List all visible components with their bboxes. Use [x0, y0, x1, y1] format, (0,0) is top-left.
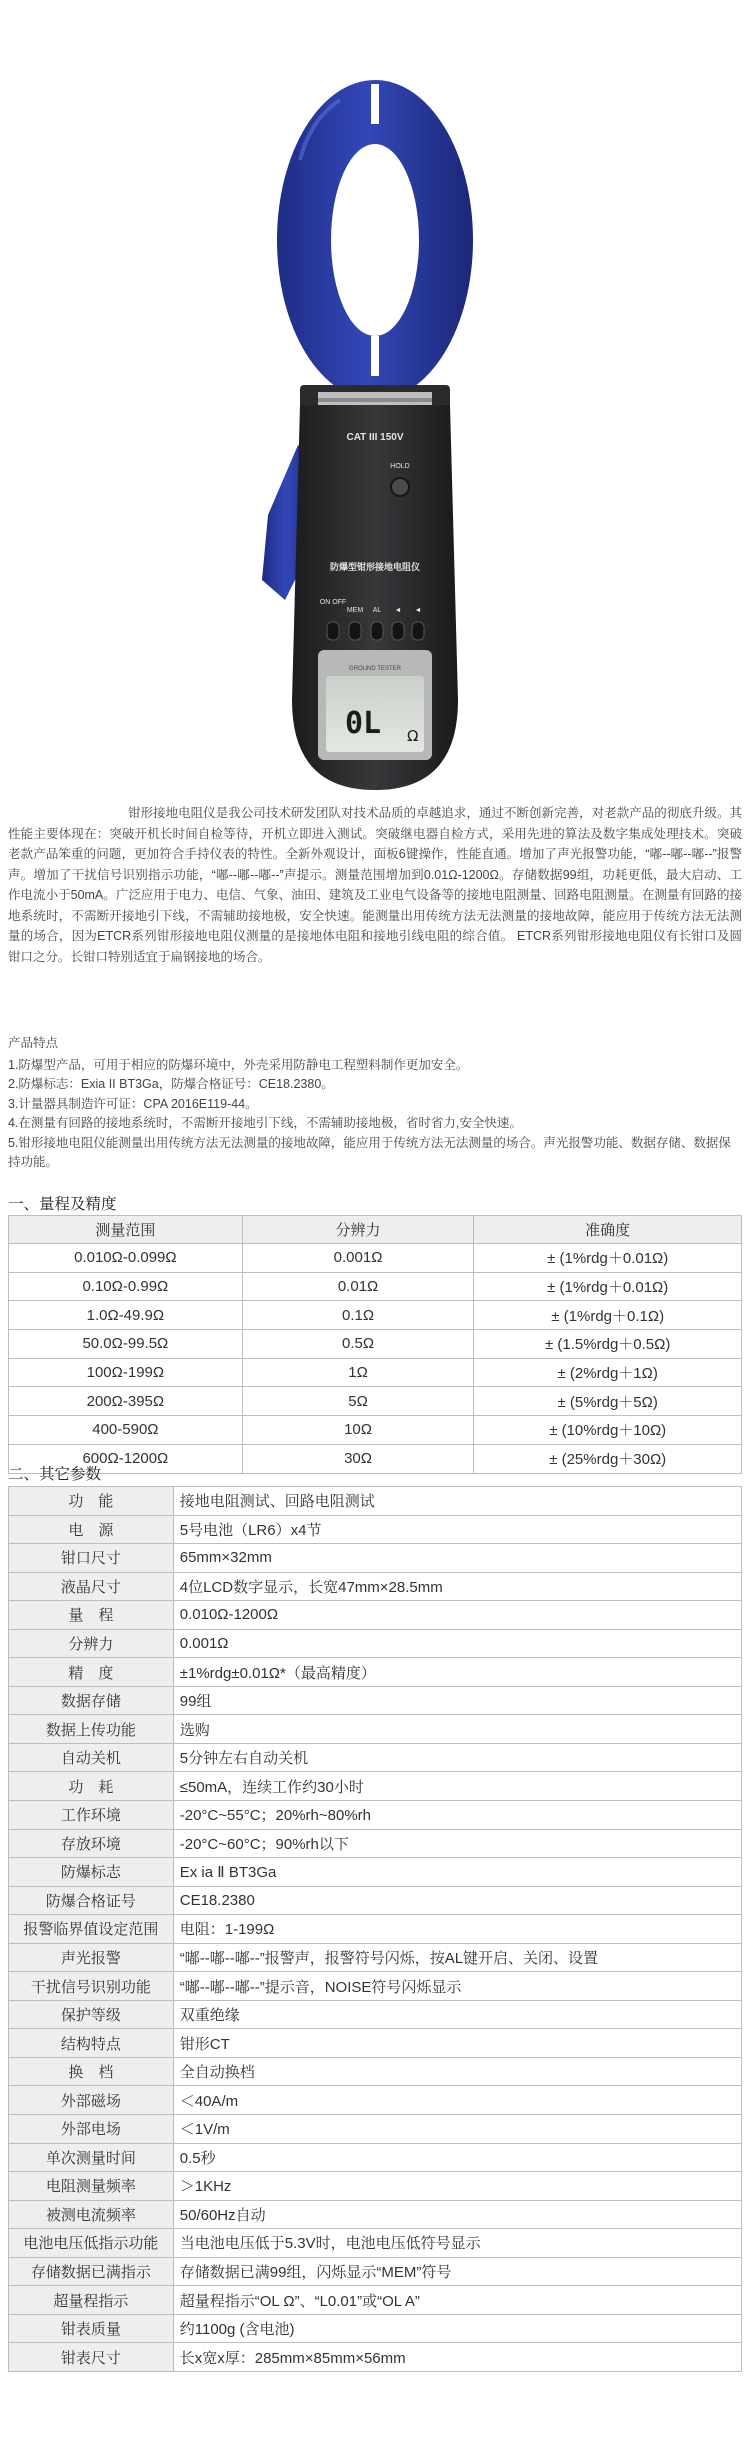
param-value: 65mm×32mm	[173, 1544, 741, 1573]
table-row	[9, 2143, 742, 2172]
resolution-cell: 10Ω	[242, 1416, 474, 1445]
param-key: 数据上传功能	[9, 1715, 174, 1744]
param-key: 电 源	[9, 1515, 174, 1544]
feature-item: 2.防爆标志：Exia II BT3Ga，防爆合格证号：CE18.2380。	[8, 1077, 334, 1091]
param-key: 干扰信号识别功能	[9, 1972, 174, 2001]
table-header-row	[9, 1216, 742, 1244]
param-key: 钳表质量	[9, 2314, 174, 2343]
param-key: 被测电流频率	[9, 2200, 174, 2229]
param-value: 99组	[173, 1686, 741, 1715]
table-header: 准确度	[474, 1216, 742, 1244]
param-value: 双重绝缘	[173, 2000, 741, 2029]
param-value: ±1%rdg±0.01Ω*（最高精度）	[173, 1658, 741, 1687]
param-key: 量 程	[9, 1601, 174, 1630]
param-value: 5号电池（LR6）x4节	[173, 1515, 741, 1544]
table-row	[9, 1772, 742, 1801]
hold-button[interactable]	[391, 478, 409, 496]
range-cell: 50.0Ω-99.5Ω	[9, 1330, 243, 1359]
param-value: -20°C~60°C；90%rh以下	[173, 1829, 741, 1858]
resolution-cell: 0.1Ω	[242, 1301, 474, 1330]
table-row	[9, 2257, 742, 2286]
param-key: 外部磁场	[9, 2086, 174, 2115]
table-row	[9, 1886, 742, 1915]
clamp-meter-illustration	[0, 0, 750, 800]
param-value: 50/60Hz自动	[173, 2200, 741, 2229]
lcd-brand: GROUND TESTER	[349, 666, 401, 672]
left-button-1[interactable]	[392, 622, 404, 640]
accuracy-cell: ± (1%rdg＋0.01Ω)	[474, 1244, 742, 1273]
table-row	[9, 1572, 742, 1601]
param-key: 保护等级	[9, 2000, 174, 2029]
table-row	[9, 1358, 742, 1387]
table-row	[9, 1943, 742, 1972]
range-table	[8, 1215, 742, 1474]
param-value: -20°C~55°C；20%rh~80%rh	[173, 1801, 741, 1830]
cat-label: CAT III 150V	[346, 432, 404, 443]
param-key: 外部电场	[9, 2115, 174, 2144]
param-key: 报警临界值设定范围	[9, 1915, 174, 1944]
resolution-cell: 0.001Ω	[242, 1244, 474, 1273]
resolution-cell: 30Ω	[242, 1444, 474, 1473]
product-image	[0, 0, 750, 800]
lcd-unit: Ω	[407, 727, 419, 745]
accuracy-cell: ± (1%rdg＋0.1Ω)	[474, 1301, 742, 1330]
table-row	[9, 1743, 742, 1772]
accuracy-cell: ± (5%rdg＋5Ω)	[474, 1387, 742, 1416]
range-cell: 100Ω-199Ω	[9, 1358, 243, 1387]
param-value: ＞1KHz	[173, 2172, 741, 2201]
table-row	[9, 2286, 742, 2315]
param-value: 5分钟左右自动关机	[173, 1743, 741, 1772]
range-cell: 0.10Ω-0.99Ω	[9, 1272, 243, 1301]
table-row	[9, 1601, 742, 1630]
param-key: 自动关机	[9, 1743, 174, 1772]
model-name: 防爆型钳形接地电阻仪	[329, 562, 421, 572]
param-value: 0.5秒	[173, 2143, 741, 2172]
feature-item: 1.防爆型产品，可用于相应的防爆环境中，外壳采用防静电工程塑料制作更加安全。	[8, 1057, 469, 1072]
table-row	[9, 1801, 742, 1830]
table-row	[9, 2000, 742, 2029]
resolution-cell: 0.5Ω	[242, 1330, 474, 1359]
table-row	[9, 1272, 742, 1301]
table-row	[9, 2057, 742, 2086]
table-row	[9, 1487, 742, 1516]
features-title: 产品特点	[8, 1036, 59, 1050]
table-row	[9, 2314, 742, 2343]
param-value: ≤50mA，连续工作约30小时	[173, 1772, 741, 1801]
hold-label: HOLD	[390, 463, 410, 470]
param-value: 当电池电压低于5.3V时，电池电压低符号显示	[173, 2229, 741, 2258]
accuracy-cell: ± (1%rdg＋0.01Ω)	[474, 1272, 742, 1301]
table-row	[9, 1544, 742, 1573]
param-key: 数据存储	[9, 1686, 174, 1715]
range-cell: 200Ω-395Ω	[9, 1387, 243, 1416]
param-value: 接地电阻测试、回路电阻测试	[173, 1487, 741, 1516]
param-value: “嘟--嘟--嘟--”报警声，报警符号闪烁，按AL键开启、关闭、设置	[173, 1943, 741, 1972]
table-row	[9, 1658, 742, 1687]
btn-label-al: AL	[372, 607, 382, 614]
param-key: 超量程指示	[9, 2286, 174, 2315]
features-section	[8, 1034, 742, 1173]
table-row	[9, 2029, 742, 2058]
table-row	[9, 1686, 742, 1715]
power-button[interactable]	[327, 622, 339, 640]
param-value: Ex ia Ⅱ BT3Ga	[173, 1858, 741, 1887]
param-key: 钳表尺寸	[9, 2343, 174, 2372]
accuracy-cell: ± (25%rdg＋30Ω)	[474, 1444, 742, 1473]
table-header: 分辨力	[242, 1216, 474, 1244]
feature-item: 3.计量器具制造许可证：CPA 2016E119-44。	[8, 1096, 258, 1111]
range-section-title: 一、量程及精度	[8, 1196, 117, 1213]
btn-label-power: ON OFF	[319, 599, 347, 606]
param-value: 选购	[173, 1715, 741, 1744]
table-header: 测量范围	[9, 1216, 243, 1244]
param-value: 超量程指示“OL Ω”、“L0.01”或“OL A”	[173, 2286, 741, 2315]
param-value: 钳形CT	[173, 2029, 741, 2058]
accuracy-cell: ± (10%rdg＋10Ω)	[474, 1416, 742, 1445]
table-row	[9, 1715, 742, 1744]
param-value: 全自动换档	[173, 2057, 741, 2086]
table-row	[9, 1972, 742, 2001]
table-row	[9, 1629, 742, 1658]
param-value: ＜1V/m	[173, 2115, 741, 2144]
table-row	[9, 2172, 742, 2201]
table-row	[9, 2115, 742, 2144]
intro-paragraph: 钳形接地电阻仪是我公司技术研发团队对技术品质的卓越追求，通过不断创新完善，对老款产品的彻底升级。其性能主要体现在：突破开机长时间自检等待，开机立即进入测试。突破继电器自检方式，采用先进的算法及数字集成处理技术。突破老款产品笨重的问题，更加符合手持仪表的特性。全新外观设计，面板6键操作，性能直通。增加了声光报警功能，“嘟--嘟--嘟--”报警声。增加了干扰信号识别指示功能，“嘟--嘟--嘟--”声提示。测量范围增加到0.01Ω-1200Ω。存储数据99组，功耗更低，最大启动、工作电流小于50mA。广泛应用于电力、电信、气象、油田、建筑及工业电气设备等的接地电阻测量、回路电阻测量。在测量有回路的接地系统时，不需断开接地引下线，不需辅助接地极，安全快速。能测量出用传统方法无法测量的接地故障，能应用于传统方法无法测量的场合，因为ETCR系列钳形接地电阻仪测量的是接地体电阻和接地引线电阻的综合值。 ETCR系列钳形接地电阻仪有长钳口及圆钳口之分。长钳口特别适宜于扁钢接地的场合。	[8, 806, 742, 964]
params-section-title: 二、其它参数	[8, 1466, 102, 1483]
param-key: 防爆合格证号	[9, 1886, 174, 1915]
param-key: 分辨力	[9, 1629, 174, 1658]
param-key: 工作环境	[9, 1801, 174, 1830]
param-key: 电池电压低指示功能	[9, 2229, 174, 2258]
table-row	[9, 2200, 742, 2229]
range-cell: 0.010Ω-0.099Ω	[9, 1244, 243, 1273]
resolution-cell: 5Ω	[242, 1387, 474, 1416]
table-row	[9, 1915, 742, 1944]
param-key: 单次测量时间	[9, 2143, 174, 2172]
accuracy-cell: ± (2%rdg＋1Ω)	[474, 1358, 742, 1387]
btn-label-mem: MEM	[346, 607, 364, 614]
param-value: “嘟--嘟--嘟--”提示音，NOISE符号闪烁显示	[173, 1972, 741, 2001]
param-key: 换 档	[9, 2057, 174, 2086]
table-row	[9, 2229, 742, 2258]
param-value: 4位LCD数字显示，长宽47mm×28.5mm	[173, 1572, 741, 1601]
param-value: 0.001Ω	[173, 1629, 741, 1658]
param-value: 约1100g (含电池)	[173, 2314, 741, 2343]
feature-item: 4.在测量有回路的接地系统时，不需断开接地引下线，不需辅助接地极，省时省力,安全快速。	[8, 1116, 522, 1130]
table-row	[9, 1444, 742, 1473]
clamp-jaw	[277, 80, 473, 400]
param-value: 电阻：1-199Ω	[173, 1915, 741, 1944]
param-key: 功 耗	[9, 1772, 174, 1801]
param-value: ＜40A/m	[173, 2086, 741, 2115]
param-key: 功 能	[9, 1487, 174, 1516]
param-value: CE18.2380	[173, 1886, 741, 1915]
lcd-reading: 0L	[345, 706, 382, 741]
table-row	[9, 1515, 742, 1544]
resolution-cell: 0.01Ω	[242, 1272, 474, 1301]
param-value: 存储数据已满99组，闪烁显示“MEM”符号	[173, 2257, 741, 2286]
table-row	[9, 1301, 742, 1330]
param-key: 结构特点	[9, 2029, 174, 2058]
param-key: 声光报警	[9, 1943, 174, 1972]
table-row	[9, 1387, 742, 1416]
param-key: 钳口尺寸	[9, 1544, 174, 1573]
feature-item: 5.钳形接地电阻仪能测量出用传统方法无法测量的接地故障，能应用于传统方法无法测量的场合。声光报警功能、数据存储、数据保持功能。	[8, 1135, 731, 1169]
range-cell: 400-590Ω	[9, 1416, 243, 1445]
params-table	[8, 1486, 742, 2372]
param-key: 液晶尺寸	[9, 1572, 174, 1601]
table-row	[9, 1244, 742, 1273]
param-value: 0.010Ω-1200Ω	[173, 1601, 741, 1630]
table-row	[9, 1416, 742, 1445]
accuracy-cell: ± (1.5%rdg＋0.5Ω)	[474, 1330, 742, 1359]
resolution-cell: 1Ω	[242, 1358, 474, 1387]
table-row	[9, 1330, 742, 1359]
table-row	[9, 2086, 742, 2115]
range-cell: 600Ω-1200Ω	[9, 1444, 243, 1473]
btn-label-left1: ◄	[394, 607, 402, 614]
table-row	[9, 1829, 742, 1858]
param-key: 存储数据已满指示	[9, 2257, 174, 2286]
param-value: 长x宽x厚：285mm×85mm×56mm	[173, 2343, 741, 2372]
param-key: 存放环境	[9, 1829, 174, 1858]
mem-button[interactable]	[349, 622, 361, 640]
al-button[interactable]	[371, 622, 383, 640]
left-button-2[interactable]	[412, 622, 424, 640]
table-row	[9, 1858, 742, 1887]
param-key: 精 度	[9, 1658, 174, 1687]
param-key: 防爆标志	[9, 1858, 174, 1887]
param-key: 电阻测量频率	[9, 2172, 174, 2201]
table-row	[9, 2343, 742, 2372]
range-cell: 1.0Ω-49.9Ω	[9, 1301, 243, 1330]
btn-label-left2: ◄	[414, 607, 422, 614]
